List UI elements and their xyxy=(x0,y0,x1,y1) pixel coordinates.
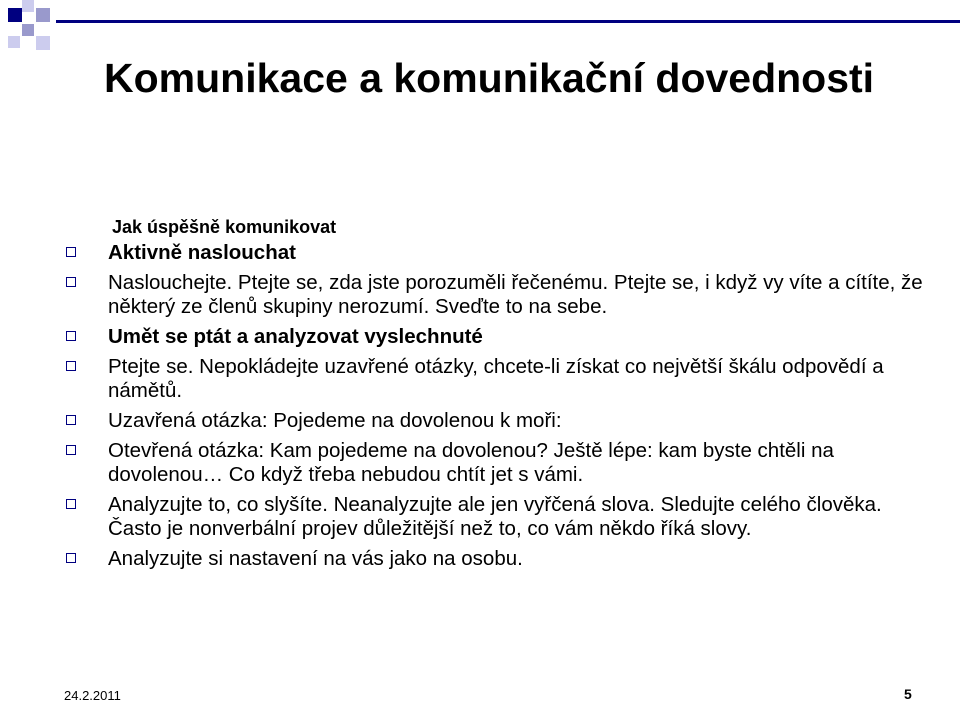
bullet-text: Naslouchejte. Ptejte se, zda jste porozuměli řečenému. Ptejte se, i když vy víte a cítíte, že některý ze členů skupiny nerozumí. Sveďte to na sebe. xyxy=(108,271,923,318)
bullet-text: Umět se ptát a analyzovat vyslechnuté xyxy=(108,325,483,348)
bullet-list xyxy=(64,241,924,577)
slide-title: Komunikace a komunikační dovednosti xyxy=(104,55,875,101)
bullet-text: Otevřená otázka: Kam pojedeme na dovolenou? Ještě lépe: kam byste chtěli na dovolenou… Co když třeba nebudou chtít jet s vámi. xyxy=(108,439,834,486)
bullet-item xyxy=(64,241,924,265)
slide-subheading: Jak úspěšně komunikovat xyxy=(112,217,337,237)
bullet-text: Analyzujte to, co slyšíte. Neanalyzujte ale jen vyřčená slova. Sledujte celého člověka. Často je nonverbální projev důležitější než to, co vám někdo říká slovy. xyxy=(108,493,882,540)
decor-square-pale xyxy=(22,0,34,12)
bullet-item xyxy=(64,409,924,433)
corner-squares-decoration xyxy=(0,0,960,56)
decor-square-pale xyxy=(8,36,20,48)
decor-square-pale xyxy=(36,36,50,50)
bullet-text: Ptejte se. Nepokládejte uzavřené otázky, chcete-li získat co největší škálu odpovědí a námětů. xyxy=(108,355,884,402)
hollow-square-bullet-icon xyxy=(66,553,76,563)
bullet-text: Uzavřená otázka: Pojedeme na dovolenou k moři: xyxy=(108,409,562,432)
hollow-square-bullet-icon xyxy=(66,445,76,455)
bullet-item xyxy=(64,325,924,349)
bullet-text: Analyzujte si nastavení na vás jako na osobu. xyxy=(108,547,523,570)
bullet-item xyxy=(64,439,924,487)
hollow-square-bullet-icon xyxy=(66,361,76,371)
header-rule xyxy=(56,20,960,23)
slide-number: 5 xyxy=(904,686,912,702)
decor-square-dark xyxy=(8,8,22,22)
bullet-item xyxy=(64,355,924,403)
footer-date: 24.2.2011 xyxy=(64,688,121,703)
hollow-square-bullet-icon xyxy=(66,277,76,287)
bullet-item xyxy=(64,271,924,319)
hollow-square-bullet-icon xyxy=(66,499,76,509)
decor-square-light xyxy=(22,24,34,36)
hollow-square-bullet-icon xyxy=(66,415,76,425)
decor-square-light xyxy=(36,8,50,22)
hollow-square-bullet-icon xyxy=(66,247,76,257)
bullet-item xyxy=(64,547,924,571)
bullet-text: Aktivně naslouchat xyxy=(108,241,296,264)
bullet-item xyxy=(64,493,924,541)
hollow-square-bullet-icon xyxy=(66,331,76,341)
